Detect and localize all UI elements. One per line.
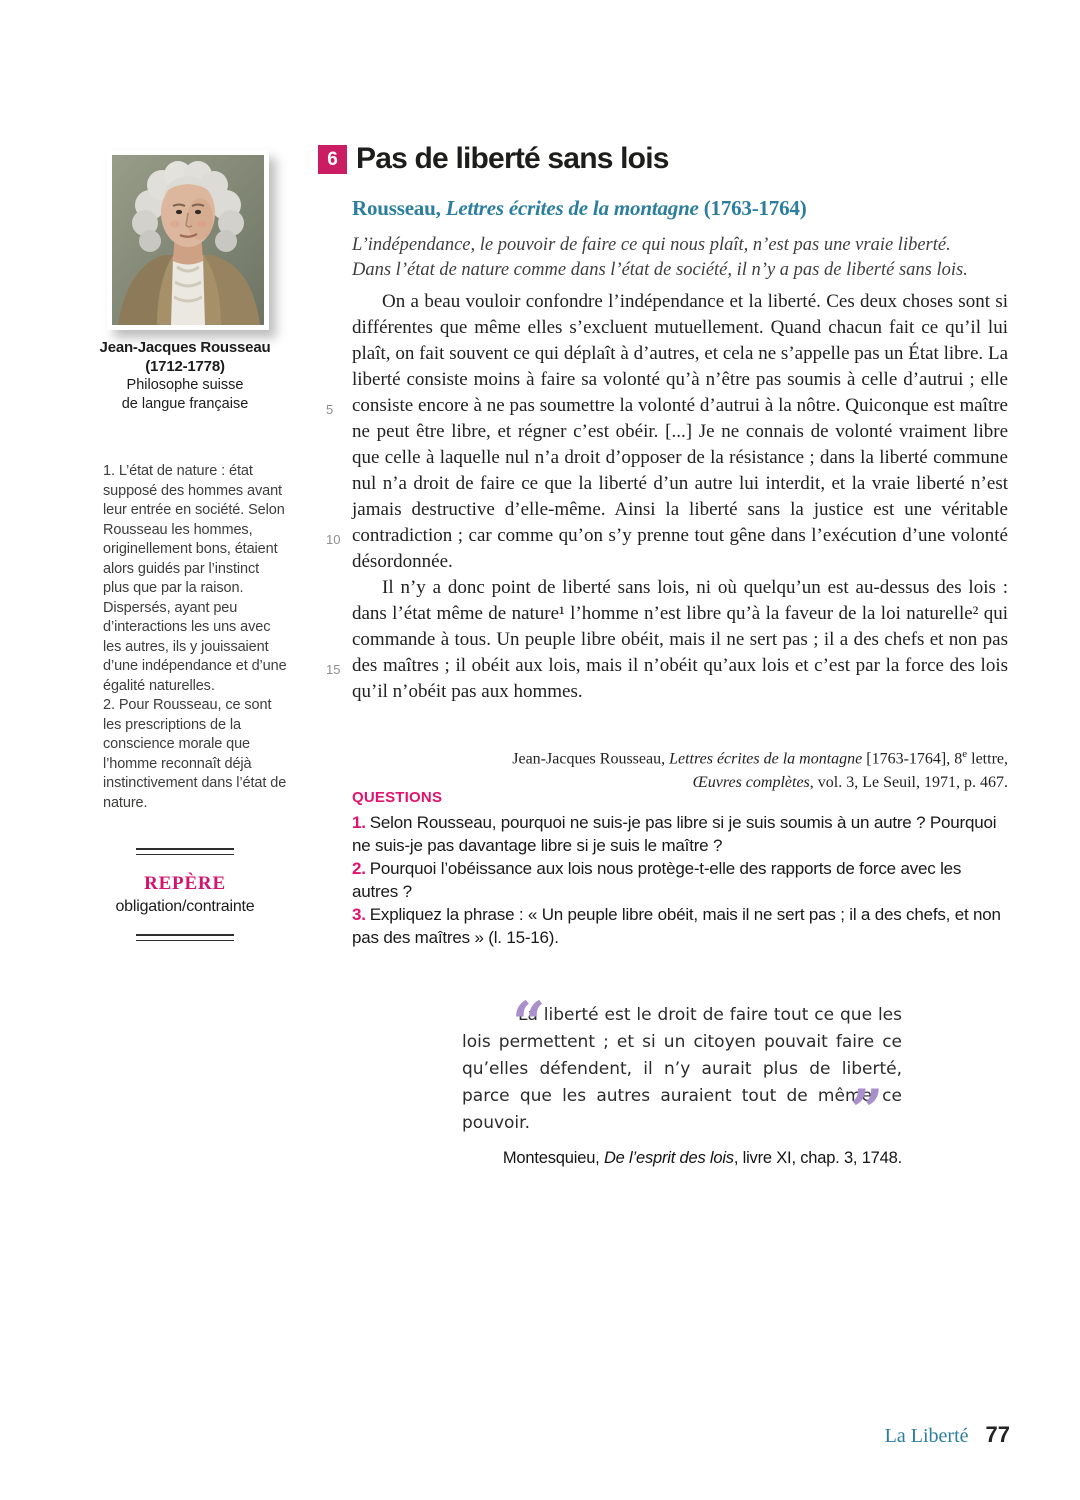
lesson-number-badge: 6 (318, 145, 347, 174)
citation-dates: [1763-1764], 8 (862, 750, 963, 768)
page-footer (885, 1422, 1010, 1448)
source-author: Rousseau, (352, 196, 446, 220)
questions-heading: QUESTIONS (352, 789, 443, 806)
repere-rule-bottom (136, 934, 234, 941)
quote-attribution (462, 1149, 902, 1168)
portrait-dates: (1712-1778) (145, 358, 225, 375)
question-number: 3. (352, 905, 366, 924)
line-number: 15 (326, 662, 341, 677)
citation-letter: lettre, (967, 750, 1008, 768)
citation-work-title: Lettres écrites de la montagne (669, 750, 863, 768)
question-item (352, 903, 1014, 949)
line-number: 5 (326, 402, 334, 417)
opening-quote-icon: “ (512, 989, 546, 1057)
question-item (352, 857, 1014, 903)
questions-section (352, 789, 1014, 949)
portrait-caption (75, 338, 295, 414)
source-dates: (1763-1764) (698, 196, 807, 220)
citation (352, 742, 1008, 795)
portrait-name: Jean-Jacques Rousseau (99, 339, 271, 356)
quote-work-title: De l’esprit des lois (603, 1149, 734, 1167)
quote-block (462, 989, 902, 1168)
question-text: Selon Rousseau, pourquoi ne suis-je pas libre si je suis soumis à un autre ? Pourquoi ne suis-je pas davantage libre si je suis le maître ? (352, 813, 997, 855)
footnote-1: 1. L’état de nature : état supposé des hommes avant leur entrée en société. Selon Rousseau les hommes, originellement bons, étaient alors guidés par l’instinct plus que par la raison. Dispersés, ayant peu d’interactions les uns avec les autres, ils y jouissaient d’une indépendance et d’une égalité naturelles. (103, 463, 287, 694)
portrait-role-line1: Philosophe suisse (126, 377, 244, 393)
citation-line-1 (352, 742, 1008, 771)
repere-box (105, 848, 265, 941)
quote-reference: , livre XI, chap. 3, 1748. (733, 1149, 902, 1167)
excerpt-paragraph-1: On a beau vouloir confondre l’indépendance et la liberté. Ces deux choses sont si différentes que même elles s’excluent mutuellement. Quand chacun fait ce qu’il lui plaît, on fait souvent ce qui déplaît à d’autres, et cela ne s’appelle pas un État libre. La liberté consiste moins à faire sa volonté qu’à n’être pas soumis à celle d’autrui ; elle consiste encore à ne pas soumettre la volonté d’autrui à la nôtre. Quiconque est maître ne peut être libre, et régner c’est obéir. [...] Je ne connais de volonté vraiment libre que celle à laquelle nul n’a droit d’opposer de la résistance ; dans la liberté commune nul n’a droit de faire ce que la liberté d’un autre lui interdit, et la vraie liberté n’est jamais destructive d’elle-même. Ainsi la liberté sans la justice est une véritable contradiction ; car comme qu’on s’y prenne tout gêne dans l’exécution d’une volonté désordonnée. (352, 291, 1008, 572)
question-number: 2. (352, 859, 366, 878)
repere-rule-top (136, 848, 234, 855)
closing-quote-icon: ” (850, 1077, 884, 1145)
question-number: 1. (352, 813, 366, 832)
repere-heading: REPÈRE (144, 873, 226, 894)
repere-label: obligation/contrainte (115, 898, 255, 915)
citation-publisher: , vol. 3, Le Seuil, 1971, p. 467. (809, 774, 1008, 792)
chapeau (352, 233, 1012, 283)
lesson-header (318, 142, 669, 176)
excerpt-paragraph-2: Il n’y a donc point de liberté sans lois, ni où quelqu’un est au-dessus des lois : dans l’état même de nature¹ l’homme n’est libre qu’à la faveur de la loi naturelle² qui commande à tous. Un peuple libre obéit, mais il ne sert pas ; il a des chefs et non pas des maîtres ; il obéit aux lois, mais il n’obéit qu’aux lois et c’est par la force des lois qu’il n’obéit pas aux hommes. (352, 577, 1008, 702)
rousseau-portrait (107, 150, 269, 330)
excerpt-body (326, 289, 1008, 705)
citation-ordinal: e (962, 748, 968, 760)
quote-text (462, 989, 902, 1145)
question-text: Pourquoi l’obéissance aux lois nous protège-t-elle des rapports de force avec les autres ? (352, 859, 962, 901)
portrait-role-line2: de langue française (121, 396, 249, 412)
chapeau-line-1: L’indépendance, le pouvoir de faire ce qui nous plaît, n’est pas une vraie liberté. (352, 235, 951, 255)
citation-volume-title: Œuvres complètes (692, 774, 810, 792)
question-item (352, 811, 1014, 857)
page-title: Pas de liberté sans lois (356, 142, 669, 175)
margin-footnotes (103, 462, 287, 813)
footer-page-number: 77 (985, 1422, 1010, 1447)
rousseau-portrait-illustration (112, 155, 264, 325)
chapeau-line-2: Dans l’état de nature comme dans l’état de société, il n’y a pas de liberté sans lois. (352, 260, 968, 280)
line-number: 10 (326, 532, 341, 547)
footnote-2: 2. Pour Rousseau, ce sont les prescriptions de la conscience morale que l’homme reconnaît déjà instinctivement dans l’état de nature. (103, 697, 287, 811)
quote-body: La liberté est le droit de faire tout ce que les lois permettent ; et si un citoyen pouvait faire ce qu’elles défendent, il n’y aurait plus de liberté, parce que les autres auraient tout de même ce pouvoir. (462, 1005, 902, 1133)
question-text: Expliquez la phrase : « Un peuple libre obéit, mais il ne sert pas ; il a des chefs, et non pas des maîtres » (l. 15-16). (352, 905, 1001, 947)
source-work-title: Lettres écrites de la montagne (445, 196, 699, 220)
footer-section-title: La Liberté (884, 1425, 969, 1447)
citation-author: Jean-Jacques Rousseau, (512, 750, 670, 768)
source-line (352, 196, 807, 221)
quote-author: Montesquieu, (502, 1149, 604, 1167)
